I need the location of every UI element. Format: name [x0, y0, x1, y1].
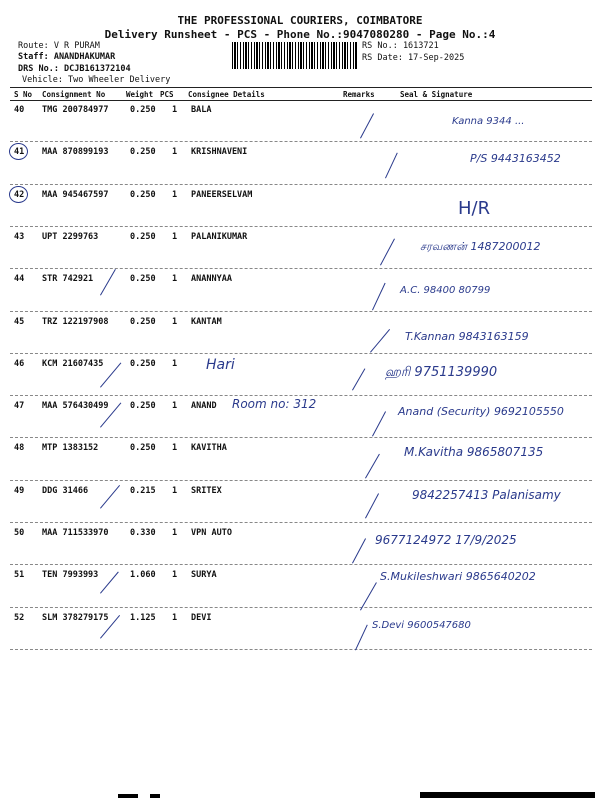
scan-mark — [420, 792, 595, 798]
weight-value: 0.250 — [130, 274, 156, 285]
pieces-count: 1 — [172, 189, 178, 200]
weight-value: 0.250 — [130, 401, 156, 412]
sign-43: சரவணன் 1487200012 — [420, 240, 541, 253]
pieces-count: 1 — [172, 401, 178, 412]
table-row — [0, 187, 600, 229]
col-consignment: Consignment No — [42, 90, 106, 99]
table-row — [0, 144, 600, 186]
row-divider — [10, 226, 592, 227]
consignment-number: TMG 200784977 — [42, 105, 109, 115]
page-subtitle: Delivery Runsheet - PCS - Phone No.:9047080280 - Page No.:4 — [104, 28, 496, 41]
row-divider — [10, 607, 592, 608]
pieces-count: 1 — [172, 443, 178, 454]
pieces-count: 1 — [172, 105, 178, 115]
drs-number: DRS No.: DCJB161372104 — [18, 64, 131, 74]
consignee-name: KRISHNAVENI — [191, 147, 248, 158]
serial-number: 40 — [14, 105, 25, 115]
row-divider — [10, 268, 592, 269]
remark-46: Hari — [206, 357, 235, 373]
sign-42: H/R — [458, 198, 491, 219]
col-sno: S No — [14, 90, 33, 99]
serial-number: 49 — [14, 485, 25, 496]
row-divider — [10, 141, 592, 142]
scan-mark — [150, 794, 160, 798]
pieces-count: 1 — [172, 274, 178, 285]
consignment-number: KCM 21607435 — [42, 358, 104, 369]
circle-mark — [9, 186, 28, 203]
remark-47: Room no: 312 — [232, 397, 317, 411]
consignee-name: PANEERSELVAM — [191, 189, 253, 200]
sign-46: ஹரி 9751139990 — [385, 365, 498, 380]
col-weight: Weight — [126, 90, 154, 99]
col-pcs: PCS — [160, 90, 174, 99]
consignment-number: MAA 945467597 — [42, 189, 109, 200]
header-rule-top — [10, 87, 592, 88]
page-title: THE PROFESSIONAL COURIERS, COIMBATORE — [177, 14, 423, 27]
serial-number: 48 — [14, 443, 25, 454]
table-row — [0, 610, 600, 652]
pieces-count: 1 — [172, 358, 178, 369]
sign-44: A.C. 98400 80799 — [400, 285, 491, 296]
weight-value: 1.125 — [130, 612, 156, 623]
consignee-name: BALA — [191, 105, 212, 115]
consignee-name: ANAND — [191, 401, 217, 412]
sign-47: Anand (Security) 9692105550 — [398, 405, 564, 418]
weight-value: 1.060 — [130, 570, 156, 581]
pieces-count: 1 — [172, 485, 178, 496]
table-row — [0, 271, 600, 313]
row-divider — [10, 649, 592, 650]
weight-value: 0.215 — [130, 485, 156, 496]
row-divider — [10, 480, 592, 481]
pieces-count: 1 — [172, 528, 178, 538]
row-divider — [10, 353, 592, 354]
weight-value: 0.250 — [130, 189, 156, 200]
consignee-name: DEVI — [191, 612, 212, 623]
sign-45: T.Kannan 9843163159 — [405, 330, 529, 343]
pieces-count: 1 — [172, 231, 178, 242]
sign-52: S.Devi 9600547680 — [372, 620, 471, 631]
row-divider — [10, 437, 592, 438]
serial-number: 52 — [14, 612, 25, 623]
consignment-number: STR 742921 — [42, 274, 94, 285]
col-seal-signature: Seal & Signature — [400, 90, 473, 99]
vehicle-label: Vehicle: Two Wheeler Delivery — [22, 75, 171, 85]
rs-date: RS Date: 17-Sep-2025 — [362, 53, 465, 63]
sign-51: S.Mukileshwari 9865640202 — [380, 570, 536, 583]
route-label: Route: V R PURAM — [18, 41, 100, 51]
serial-number: 47 — [14, 401, 25, 412]
col-remarks: Remarks — [343, 90, 375, 99]
table-row — [0, 356, 600, 398]
row-divider — [10, 311, 592, 312]
weight-value: 0.250 — [130, 105, 156, 115]
consignment-number: UPT 2299763 — [42, 231, 99, 242]
weight-value: 0.250 — [130, 231, 156, 242]
weight-value: 0.250 — [130, 316, 156, 327]
consignment-number: DDG 31466 — [42, 485, 89, 496]
scan-mark — [118, 794, 138, 798]
pieces-count: 1 — [172, 570, 178, 581]
sign-41: P/S 9443163452 — [470, 152, 561, 165]
weight-value: 0.250 — [130, 147, 156, 158]
pieces-count: 1 — [172, 316, 178, 327]
consignment-number: TEN 7993993 — [42, 570, 99, 581]
row-divider — [10, 522, 592, 523]
sign-48: M.Kavitha 9865807135 — [404, 445, 544, 459]
rs-number: RS No.: 1613721 — [362, 41, 439, 51]
consignment-number: MAA 576430499 — [42, 401, 109, 412]
consignee-name: ANANNYAA — [191, 274, 232, 285]
consignee-name: SURYA — [191, 570, 217, 581]
weight-value: 0.330 — [130, 528, 156, 538]
serial-number: 51 — [14, 570, 25, 581]
consignee-name: VPN AUTO — [191, 528, 232, 538]
serial-number: 44 — [14, 274, 25, 285]
serial-number: 41 — [14, 147, 25, 158]
pieces-count: 1 — [172, 147, 178, 158]
consignment-number: MAA 711533970 — [42, 528, 109, 538]
serial-number: 45 — [14, 316, 25, 327]
consignee-name: PALANIKUMAR — [191, 231, 248, 242]
staff-label: Staff: ANANDHAKUMAR — [18, 52, 116, 62]
consignment-number: MAA 870899193 — [42, 147, 109, 158]
serial-number: 42 — [14, 189, 25, 200]
sign-50: 9677124972 17/9/2025 — [375, 533, 517, 547]
row-divider — [10, 395, 592, 396]
consignee-name: KANTAM — [191, 316, 222, 327]
barcode — [232, 42, 358, 69]
consignment-number: SLM 378279175 — [42, 612, 109, 623]
sign-40: Kanna 9344 ... — [452, 116, 525, 127]
weight-value: 0.250 — [130, 358, 156, 369]
circle-mark — [9, 143, 28, 160]
header-rule-bottom — [10, 100, 592, 101]
weight-value: 0.250 — [130, 443, 156, 454]
row-divider — [10, 184, 592, 185]
col-consignee: Consignee Details — [188, 90, 265, 99]
consignment-number: MTP 1383152 — [42, 443, 99, 454]
sign-49: 9842257413 Palanisamy — [412, 488, 561, 502]
serial-number: 46 — [14, 358, 25, 369]
serial-number: 50 — [14, 528, 25, 538]
row-divider — [10, 564, 592, 565]
serial-number: 43 — [14, 231, 25, 242]
consignee-name: KAVITHA — [191, 443, 227, 454]
pieces-count: 1 — [172, 612, 178, 623]
consignee-name: SRITEX — [191, 485, 222, 496]
consignment-number: TRZ 122197908 — [42, 316, 109, 327]
